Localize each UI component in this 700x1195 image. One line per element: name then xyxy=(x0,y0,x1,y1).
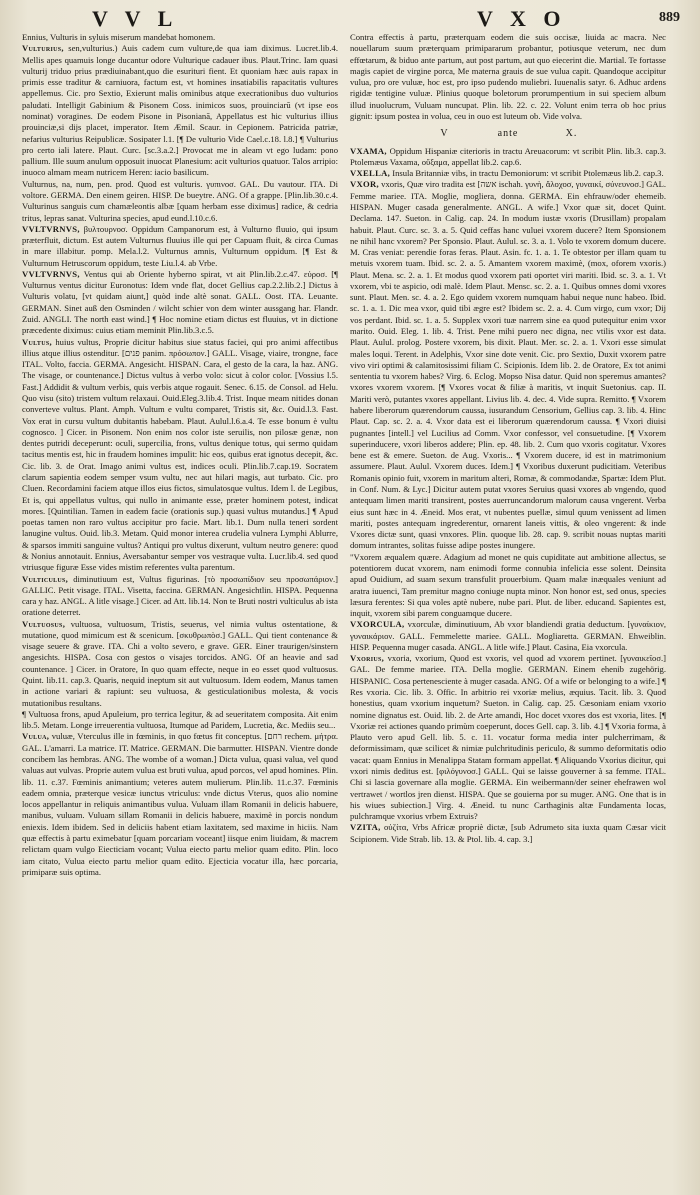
dictionary-entry xyxy=(22,574,338,619)
entry-text: huius vultus, Proprie dicitur habitus siue status faciei, qui pro animi affectibus illius atque illius ostenditur. [פנים panim. πρόσωπον.] GALL. Visage, viaire, trongne, face ITAL. Volto, faccia. GERMA. Angesicht. HISPAN. Cara, el gesto de la cara, la haz. ANG. The visage, or countenance.] Dictus vultus à verbo volo: sicut à color color. [Vossius l.5. Fast.] Addidit & vultum verbis, quis verbis atque rogauit. Senec. 6.15. de Consol. ad Helu. Quo visu (sito) tristem vultum relaxaui. Ouid.Eleg.3.lib.4. Trist. Inque meam nitides donan converteve vultus. Plant. Amph. Vultum e vultu comparet, Tristis sit, &c. Ouid.l.3. Fast. Vox erat in cursu vultum dubitantis habebam. Plaut. Aulul.l.6.a.4. Te esse bonum è vultu cognosco. ] Cicer. in Pisonem. Non enim nos color iste seruilis, non pilosæ genæ, non dentes putridi deceperunt: oculi, supercilia, frons, vultus denique totus, qui sermo quidam tacitus mentis est, hic in fraudem homines impulit: hic eos, quibus erat ignotus decepit, &c. Cic. lib. 3. de Orat. Imago animi vultus est, indices oculi. Plin.lib.7.cap.19. Socratem clarum sapientia eodem semper vsum vultu, nec aut hilari magis, aut turbato. Cic. pro Cluen. Recordamini faciem atque illos eius fictos, simulatosque vultus. Idem l. de Legibus, Et is, qui appellatus vultus, qui nullo in animante esse, præter hominem potest, indicat mores. [Quintilian. Tamen in eadem facie (orationis sup.) quasi vultus mutandus.] ¶ Apud poetas tamen non raro vultus accipitur pro facie. Mart. lib.1. Dum nulla teneri sordent lanugine vultus. Ouid. lib.3. Metam. Quid monor interea crudelia vulnera Lymphi Ablurre, & sparsos immiti sanguine vultus? Antiqui pro vultus dixerunt, vultum neutro genere: quod & Nonius annotauit. Ennius, Aversabantur semper vos vestraque vulta. Lucr.lib.4. sed quod vtriusque figuræ Esse vides mistim referentes vulta parentum. xyxy=(22,336,338,573)
entry-text: Contra effectis à partu, præterquam eodem die suis occisæ, liuida ac macra. Nec nouellarum suum præterquam primipararum probantur, potiusque veterum, nec dum effœtarum, & biduo ante partum, aut post partum, aut quo eiecerint die. Martial. Te fortasse magis capiet de virgine porca, Me materna grauis de sue vulua capit. Quandoque accipitur vulua, pro ore vuluæ, hoc est, pro ipso pudendo muliebri. Iuuenalis satyr. 6. Adhuc ardens rigidæ tentigine vuluæ. Plinius quoque boletorum prorumpentium in sui speciem album illud inuolucrum, Vuluam nuncupat. Plin. lib. 22. c. 22. Volunt enim terra ob hoc prius gignit: ipsum postea in volua, ceu in ouo est luteum ob. Vide volva. xyxy=(350,32,666,121)
right-column-entries xyxy=(350,146,666,845)
header-left-letters: V V L xyxy=(92,6,179,31)
page-number: 889 xyxy=(659,10,680,25)
two-columns xyxy=(22,32,686,1185)
dictionary-entry xyxy=(350,653,666,822)
entry-text: vxoris, Quæ viro tradita est [אשה ischah. γυνὴ, ἄλοχοσ, γυναικί, σύνευνοσ.] GAL. Femme mariee. ITA. Moglie, mogliera, donna. GERMA. Ein ehfrauw/oder ehemeib. HISPAN. Muger casada generalmente. ANGL. A wife.] Vxor quæ sit, docet Quint. Declama. 147. Sueton. in Calig. cap. 24. In modum iustæ vxoris (Drusillam) propalam habuit. Plaut. Curc. sc. 3. a. 5. Quid ceffas hanc vuluei vxorem ducere? Item Sponsionem ne nihil hanc vxorem? Per Sponsio. Plaut. Aulul. sc. 3. a. 1. Volo te vxorem domum ducere. M. Cras veniat: perendie foras feras. Plaut. Asin. fc. 1. a. 1. Te obtestor per illam quam tu metuis vxorem tuam. Ibid. sc. 2. a. 5. Amantem vxorem maximè, (mox, oforem vxoris.) Plaut. Mena. sc. 2. a. 1. Et modus quod vxorem pati oportet viri mariti. Ibid. sc. 3. a. 1. Vt vxorem, vbi te aspicio, odi malè. Idem Plaut. Mensc. sc. 2. a. 1. Quibus omnes domi vxores sunt. Plaut. Men. sc. 4. a. 2. Ego quidem vxorem numquam habui neque nunc habeo. Ibid. sc. 1. a. 1. Dic mea vxor, quid tibi ægre est? Ibidem sc. 2. a. 4. Cum virgo, cum vxor; Dij vos perdant. Ibid. sc. 1. a. 5. Supplex vxori tuæ narrem sine ea quod putequitur enim vxor marito. Ouid. Eleg. 1. lib. 4. Trist. Pene mihi puero nec digna, nec vtilis vxor est data. Plaut. Aulul. prolog. Postere vxorem, bis dixit. Plaut. Mer. sc. 2. a. 1. Vxori esse simulat males loqui. Terent. in Adelphis, Vxor sine dote venit. Cic. pro Sextio, Duxit vxorem patre vivo viri optimi & calamitosissimi filiam C. Scipionis. Idem lib. 2. de Oratore, Ex tot animi sententia tu vxorem habes? Virg. 6. Eclog. Mopso Nisa datur. Quid non speremus amantes? vxores vxorem vxorem. [¶ Vxores vocat & filiæ à maritis, vt inquit Suetonius. cap. II. Mariti verò, putantes vxores appellant. Livius lib. 4. dec. 4. Vide supra. Remitto. ¶ Vxorem habere liberorum quærendorum caussa, iusurandum Censorium, Gellius cap. 3. lib. 4. Hinc Plaut. Cap. sc. 2. a. 4. Vxor data est ei liberorum quærendorum caussa. ¶ Vxori diuisi pugnantes [intell.] vel Lucilius ad Comm. Vxor confessor, vel consuetudine. [¶ Vxorem superinducere, vxori liberos addere; Plin. ep. 48. lib. 2. Cum quo vxoris cogitatur. Vxores bene est & emere. Sueton. de Aug. Vxoris... ¶ Vxorem ducere, id est in matrimonium assumere. Plaut. Aulul. Vxorem duces. Idem.] ¶ Vxoribus duxerunt pudicitiam. Veteribus Romanis opinio fuit, vxorem in maritum alteri, Romæ, & commodandæ, Spartæ: Idem Plut. in Conf. Num. & Lyc.] Dicitur autem putat vxores Seruius quasi vxores ab vngendo, quod antequam limen mariti transirent, postes auerruncandorum malorum causa vngerent. Verba eius sunt hæc in 4. Æneid. Mos erat, vt nubentes puellæ, simul quum venissent ad limen mariti, postes antequam ingrederentur, ornarent laneis vittis, & oleo vngerent: & inde Vxores dictæ sunt, quasi vnxores. Plin. quoque lib. 28. cap. 9. scribit nouas nuptas mariti domum intrantes, solitas fuisse adipe postes inungere. xyxy=(350,179,666,551)
entry-text: diminutiuum est, Vultus figurinas. [τὸ προσωπίδιον seu προσωπάριον.] GALLIC. Petit visage. ITAL. Visetta, faccina. GERMAN. Angesichtlin. HISPA. Pequenna cara y haz. ANGL. A litle visage.] Cicer. ad Att. lib.14. Non te Bruti nostri vulticulus ab ista oratione deterret. xyxy=(22,573,338,618)
entry-headword: Vultuosus, xyxy=(22,618,66,629)
entry-headword: Vulticulus, xyxy=(22,573,69,584)
section-heading-letter: V xyxy=(440,128,449,140)
dictionary-entry xyxy=(22,337,338,574)
dictionary-entry xyxy=(350,552,666,620)
entry-headword: Vxorius, xyxy=(350,653,385,664)
right-column-continuation xyxy=(350,32,666,122)
entry-text: vxorculæ, diminutiuum, Ab vxor blandiendi gratia deductum. [γυναίκιον, γυναικάριον. GALL. Femmelette mariee. GALL. Mogliaretta. GERMAN. Ehweiblin. HISP. Pequenna muger casada. ANGL. A litle wife.] Plaut. Casina, Eia vxorcula. xyxy=(350,619,666,652)
entry-text: vxoria, vxorium, Quod est vxoris, vel quod ad vxorem pertinet. [γυναικεῖοσ.] GAL. De femme mariee. ITA. Della moglie. GERMAN. Einem ehenib zugehörig. HISPANIC. Cosa pertenesciente à muger casada. ANG. Of a wife or belonging to a wife.] ¶ Res vxoria. Cic. lib. 3. Offic. In arbitrio rei vxoriæ melius, æquius. Tacit. lib. 3. Quod honestius, quam vxorium inquetum? Sueton. in Calig. cap. 25. Cæsoniam eniam vxorio nomine dignatus est. Ouid. lib. 2. de Arte amandi, Hoc docet vxores dos est vxoria, lites. [¶ Vxoriæ rei actiones quando primùm coeperunt, doces Gell. cap. 3. lib. 4.] ¶ Vxoria forma, à Plauto vero apud Gell. lib. 5. c. 11. vocatur forma media inter pulcherrimam, & deformissimam, quæ scilicet & nimiæ pulchritudinis periculo, & summo deformitatis odio vacat: quam Ennius in Menalippa Statam formam appellat. ¶ Aliquando Vxorius dicitur, qui vxori nimis deditus est. [φιλόγυνοσ.] GALL. Qui se laisse gouverner à sa femme. ITAL. Chi si lascia governare alla moglie. GERMA. Ein weibermann/der seiner ehefrawen wol vertrawet / wortlos jren dienst. HISPA. Que se gouierna por su muger. ANG. One that is in his wiues subiection.] Virg. 4. Æneid. tu nunc Carthaginis altæ Fundamenta locas, pulchramque vxorius vrbem Extruis? xyxy=(350,653,666,822)
entry-text: Ennius, Vulturis in syluis miserum mandebat homonem. xyxy=(22,32,216,42)
entry-text: sen,vulturius.) Auis cadem cum vulture,de qua iam diximus. Lucret.lib.4. Mellis apes quamuis longe ducantur odore Vulturique cadauer ibus. Plaut.Trinc. Iam quasi vulturij triduo prius prædiuinabant,quo die esurituri fient. Et quoniam hæc auis rapax in primis esse traditur & carniuora, factum est, vt homines insatiabilis rapacitatis vultures appellemus. Cic. pro Sextio, Exierunt malis ominibus atque execrationibus duo vulturios paludati. Intelligit Gabinium & Pisonem Coss. inimicos suos, prouinciarū (vt ipse eos nominat) voragines. De eodem Pisone in Pisonianā, Appellatus est hic vulturius illius prouinciæ,si dijs placet, imperator. Item Æmil. Scaur. in Cepionem. Patricida patriæ, nefarius vulturius Reipublicæ. Sosipater l.1. [¶ De vulturio Vide Cael.c.18. l.8.] ¶ Vulturius pro certo iali latere. Plaut. Curc. [sc.3.a.2.] Provocat me in aleam vt ego ludam: pono pallium. Ille suum anulum opposuit inuocat Planesium: acit vulturios quatuor. Talos arripio: inuoco almam meam nutricem Heren: iacio basilicum. xyxy=(22,43,338,178)
entry-headword: VXAMA, xyxy=(350,145,387,156)
dictionary-entry xyxy=(350,146,666,169)
entry-text: vuluæ, Vterculus ille in fœminis, in quo fœtus fit conceptus. [רחם rechem. μήτρα. GAL. L'amarri. La matrice. IT. Matrice. GERMAN. Die barmutter. HISPAN. Vientre donde concibem las hembras. ANG. The wombe of a woman.] Dicta vulua, quasi valua, vel quod valuas aut vulvas. Proprie autem vulua est bruti vulua, apud porcos, vel apud homines. Plin. lib. 11. c.37. Fœminis animantium; veteres autem mulierum. Plin.lib. 11.c.37. Fœminis eadem omnia, præterque vesicæ iunctus vtriculus: vnde dictus Vterus, quos alio nomine locos appellantur in reliquis animantibus vulua. Vuluam illam Romanii in delicis habuere, manibus, vuluam. Vuluam sillam Romanii in delicis habuere, maximè in porcis nondum eniexis. Idem ibidem. Sed in deliciis habent etiam laxitatem, sed maxime in hiciis. Nam quæ effectis à partu eximebatur [quam porcariam voceant] iisque enim liuidam, & macrem relictam quam vulgo Eiecticiam vocant; Vulua eiecto partu melior quam edito. Plin. loco iam citato, Vulua eiecto partu melior quam edito. Ejecticia vocatur illa, hæc porcaria, primiparæ suis optima. xyxy=(22,731,338,877)
dictionary-entry xyxy=(22,619,338,709)
entry-text: vultuosa, vultuosum, Tristis, seuerus, vel nimia vultus ostentatione, & mutatione, quod mimicum est & scenicum. [σκυθρωπὸσ.] GALL. Qui tient contenance & visage seuere & grave. ITA. Chi a volto severo, e grave. GER. Einer traurigen/sinstern angesichts. HISPA. Cosa con gestos o visajes torcidos. ANG. Of an heavie and sad countenance. ] Cicer. in Oratore, In quo quam effecte, neque in eo esset quod vultuosus. Quint. lib.11. cap.3. Quaris, nequid ineptum sit aut vultuosum. Idem eodem, Manus tamen in actione variari & rapiunt: seu vultuosa, & gesticulationibus molesta, & vocis mutationibus resultans. xyxy=(22,618,338,708)
column-gutter xyxy=(338,32,350,1185)
section-heading xyxy=(350,128,666,139)
dictionary-entry xyxy=(350,822,666,845)
entry-headword: VVLTVRNVS, xyxy=(22,268,80,279)
dictionary-entry xyxy=(22,731,338,878)
entry-text: βυλτουρνοσ. Oppidum Campanorum est, à Vulturno fluuio, qui ipsum præterfluit, dictum. Est autem Vulturnus fluuius ille qui per Capuam fluit, & circa Cumas in mare illabitur. pomp. Mela.l.2. Vulturnus amnis, Vulturnum oppidum. [¶ Est & Vulturnum Hetruscorum oppidum, teste Liu.l.4. ab Vrbe. xyxy=(22,223,338,268)
entry-headword: VXELLA, xyxy=(350,168,391,179)
entry-headword: Vulturius, xyxy=(22,43,64,54)
dictionary-entry xyxy=(22,32,338,43)
section-heading-next: X. xyxy=(565,128,578,140)
entry-text: ¶ Vultuosa frons, apud Apuleium, pro terrica legitur, & ad seueritatem composita. Ait enim lib.5. Metam. Longe irreuerentia vultuosa, Itumque ad Paridem, Lucretia, &c. Mediis seu... xyxy=(22,708,338,731)
left-column xyxy=(22,32,338,1185)
entry-text: Ventus qui ab Oriente hyberno spirat, vt ait Plin.lib.2.c.47. εὐροσ. [¶ Vulturnus ventus dicitur Euronotus: Idem vnde flat, docet Gellius cap.2.2.lib.2.] Dictus à Vulturis volatu, [vt quidam aiunt,] quòd inde altè sonat. GALL. Oost. ITA. Leuante. GERMAN. Sinet auß den Osminden / wilcht schier von dem winter aussgang har. Flandr. Zuid. ANGLI. The north east wind.] ¶ Hoc nomine etiam dictus est fluuius, vt in dictione præcedente diximus: cuius etiam meminit Plin.lib.3.c.5. xyxy=(22,268,338,336)
dictionary-entry xyxy=(350,168,666,179)
dictionary-entry xyxy=(350,619,666,653)
entry-headword: Vulua, xyxy=(22,731,50,742)
dictionary-entry xyxy=(22,709,338,732)
entry-headword: VXORCULA, xyxy=(350,619,405,630)
header-right-letters: V X O xyxy=(477,6,567,31)
entry-headword: VZITA, xyxy=(350,822,381,833)
entry-text: Oppidum Hispaniæ citerioris in tractu Areuacorum: vt scribit Plin. lib.3. cap.3. Ptolemæus Vaxama, οὔξαμα, appellat lib.2. cap.6. xyxy=(350,145,666,167)
running-header xyxy=(22,6,686,32)
dictionary-entry xyxy=(22,269,338,337)
right-column xyxy=(350,32,666,1185)
dictionary-entry xyxy=(350,179,666,551)
entry-text: "Vxorem æqualem quære. Adagium ad monet ne quis cupiditate aut ambitione allectus, se potentiorem ducat vxorem, nam enimodi forme connubia infelicia esse solent. Deinsita apud Ouidium, ad suam sexum transfulit prouerbium. Quam malæ inæquales veniunt ad aratra iuuenci, Tam premitur magno coniuge nupta minor. Non honor est, sed onus, species læsura ferentes: Si qua voles aptè nubere, nube pari. Plut. de liber. educand. Sapientes est, inquit, vxorem sibi parem conguamque ducere. xyxy=(350,551,666,619)
dictionary-entry xyxy=(22,179,338,224)
entry-headword: Vultus, xyxy=(22,336,52,347)
dictionary-entry xyxy=(22,43,338,178)
entry-text: Insula Britanniæ vibs, in tractu Demoniorum: vt scribit Ptolemæus lib.2. cap.3. xyxy=(392,168,664,179)
dictionary-entry xyxy=(350,32,666,122)
section-heading-ante: ante xyxy=(497,128,519,140)
entry-headword: VVLTVRNVS, xyxy=(22,223,80,234)
entry-headword: VXOR, xyxy=(350,179,379,190)
dictionary-entry xyxy=(22,224,338,269)
entry-text: οὐζίτα, Vrbs Africæ propriè dictæ, [sub Adrumeto sita iuxta quam Cæsar vicit Scipionem. Vide Strab. lib. 13. & Ptol. lib. 4. cap. 3.] xyxy=(350,822,666,844)
entry-text: Vulturnus, na, num, pen. prod. Quod est vulturis. γυπινοσ. GAL. Du vautour. ITA. Di voltore. GERMA. Den einem geiren. HISP. De bueytre. ANG. Of a grappe. [Plin.lib.30.c.4. Vulturinus sanguis cum chamæleontis albæ [quam herbam esse diximus] radice, & cedria tritus, lepras sanat. Vulturina species, apud eund.l.10.c.6. xyxy=(22,178,338,223)
